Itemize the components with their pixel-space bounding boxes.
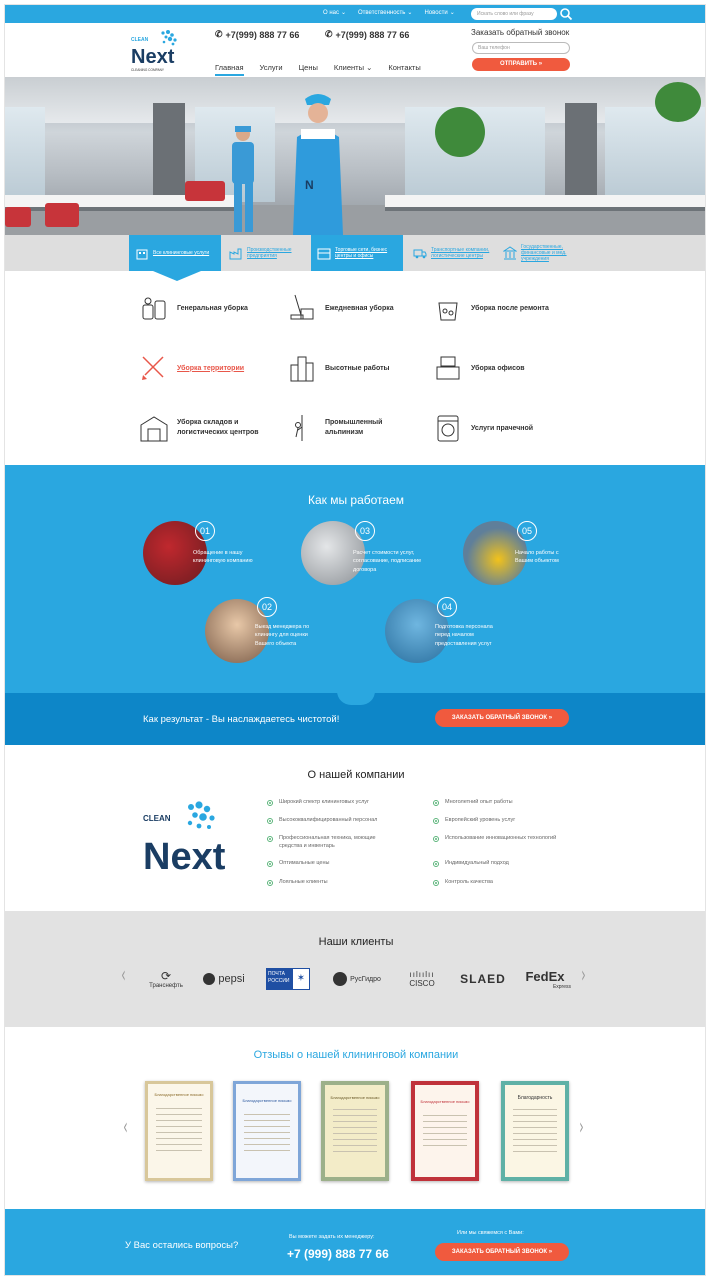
footer-or-text: Или мы свяжемся с Вами: — [457, 1230, 524, 1236]
top-nav-label: Ответственность — [358, 9, 406, 16]
client-name: SLAED — [460, 972, 506, 986]
letter-heading: Благодарственное письмо — [420, 1099, 470, 1104]
phone-icon: ✆ — [325, 29, 333, 39]
review-letter[interactable] — [411, 1081, 479, 1181]
phone-text: +7(999) 888 77 66 — [335, 29, 410, 40]
feature-item — [433, 799, 573, 807]
feature-item — [267, 860, 407, 868]
client-logo-fedex — [519, 966, 571, 992]
cleaning-supplies-icon — [139, 293, 169, 323]
result-callback-button[interactable]: ЗАКАЗАТЬ ОБРАТНЫЙ ЗВОНОК » — [435, 709, 569, 727]
client-logo-slaed — [455, 966, 511, 992]
letter-heading: Благодарственное письмо — [154, 1092, 204, 1097]
about-title: О нашей компании — [307, 769, 405, 781]
callback-phone-input[interactable]: Ваш телефон — [472, 42, 570, 54]
client-logo-pochta — [263, 966, 313, 992]
washing-machine-icon — [433, 413, 463, 443]
service-general-cleaning[interactable] — [139, 293, 269, 323]
check-dot-icon — [267, 861, 273, 867]
client-sub: Express — [552, 983, 571, 990]
client-name: ПОЧТА РОССИИ — [266, 968, 292, 990]
service-post-renovation[interactable] — [433, 293, 573, 323]
review-letter[interactable] — [501, 1081, 569, 1181]
client-logo-pepsi — [197, 966, 251, 992]
footer-question: У Вас остались вопросы? — [125, 1240, 239, 1251]
about-logo-clean: CLEAN — [143, 814, 171, 823]
review-letter[interactable] — [233, 1081, 301, 1181]
step-number: 02 — [257, 597, 277, 617]
result-notch — [337, 691, 375, 705]
top-bar — [5, 5, 706, 23]
nav-prices[interactable]: Цены — [298, 63, 318, 72]
service-label: Услуги прачечной — [471, 424, 534, 432]
service-daily-cleaning[interactable] — [287, 293, 417, 323]
reviews-title: Отзывы о нашей клининговой компании — [253, 1049, 459, 1061]
factory-icon — [229, 246, 243, 260]
service-territory-cleaning[interactable] — [139, 353, 269, 383]
client-name: pepsi — [218, 973, 245, 985]
step-number: 04 — [437, 597, 457, 617]
footer-callback-button[interactable]: ЗАКАЗАТЬ ОБРАТНЫЙ ЗВОНОК » — [435, 1243, 569, 1261]
check-dot-icon — [433, 836, 439, 842]
logo-next-word: Next — [131, 46, 175, 68]
top-nav-news[interactable] — [424, 9, 454, 16]
about-logo — [141, 801, 247, 877]
check-dot-icon — [267, 818, 273, 824]
logo[interactable] — [129, 29, 189, 75]
feature-item — [433, 835, 557, 843]
chevron-down-icon: ⌄ — [340, 10, 347, 16]
check-dot-icon — [267, 800, 273, 806]
hero-chair — [5, 207, 31, 227]
nav-contacts[interactable]: Контакты — [388, 63, 421, 72]
category-all[interactable] — [129, 235, 221, 271]
hero-banner — [5, 77, 706, 235]
footer-manager-text: Вы можете задать их менеджеру: — [289, 1234, 375, 1240]
category-retail[interactable] — [311, 235, 403, 271]
clients-next-arrow[interactable]: › — [581, 963, 586, 988]
about-logo-next: Next — [143, 836, 226, 877]
top-nav — [323, 9, 455, 16]
feature-text: Индивидуальный подход — [445, 860, 509, 866]
phone-icon: ✆ — [215, 29, 223, 39]
search-input[interactable]: Искать слово или фразу — [471, 8, 557, 20]
check-dot-icon — [433, 880, 439, 886]
category-label: Производственные предприятия — [247, 247, 292, 259]
chevron-down-icon: ⌄ — [366, 63, 373, 72]
service-industrial-climbing[interactable] — [287, 413, 417, 443]
top-nav-label: О нас — [323, 9, 339, 16]
letter-heading: Благодарственное письмо — [330, 1095, 380, 1100]
logo-clean-word: CLEAN — [131, 37, 149, 43]
clients-title: Наши клиенты — [318, 936, 394, 948]
service-high-rise[interactable] — [287, 353, 417, 383]
review-letter[interactable] — [321, 1081, 389, 1181]
footer-cta — [5, 1209, 706, 1276]
client-logo-rushydro — [327, 966, 387, 992]
feature-item — [267, 817, 407, 825]
page — [4, 4, 706, 1276]
truck-icon — [413, 246, 427, 260]
hero-worker-man — [223, 122, 263, 235]
step-text: Обращение в нашу клининговую компанию — [193, 550, 253, 565]
search-icon[interactable] — [559, 7, 573, 21]
climber-icon — [287, 413, 317, 443]
step-text: Выезд менеджера по клинингу для оценки Вашего объекта — [255, 624, 310, 647]
feature-text: Европейский уровень услуг — [445, 817, 516, 823]
feature-text: Широкий спектр клининговых услуг — [279, 799, 370, 805]
service-label: Уборка складов и логистических центров — [177, 419, 259, 436]
feature-text: Высококвалифицированный персонал — [279, 817, 378, 823]
service-label: Уборка территории — [177, 364, 245, 372]
client-name: FedEx — [525, 968, 565, 984]
hero-desk — [385, 195, 706, 211]
how-we-work-title: Как мы работаем — [307, 493, 405, 507]
check-dot-icon — [433, 861, 439, 867]
nav-home[interactable]: Главная — [215, 63, 244, 72]
reviews-prev-arrow[interactable]: ‹ — [123, 1115, 128, 1140]
letter-heading: Благодарственное письмо — [242, 1098, 292, 1103]
check-dot-icon — [267, 880, 273, 886]
service-label: Промышленный альпинизм — [325, 419, 383, 436]
footer-phone[interactable]: +7 (999) 888 77 66 — [287, 1247, 389, 1261]
cisco-bars-icon: ıılıılıı — [409, 970, 435, 979]
check-dot-icon — [267, 836, 273, 842]
category-strip — [5, 235, 706, 271]
feature-item — [433, 879, 573, 887]
hero-plant — [655, 82, 701, 122]
category-label: Все клининговые услуги — [153, 250, 210, 256]
feature-text: Оптимальные цены — [279, 860, 330, 866]
service-label: Уборка офисов — [471, 364, 525, 372]
service-office-cleaning[interactable] — [433, 353, 573, 383]
service-warehouse[interactable] — [139, 413, 279, 443]
client-logo-cisco — [399, 966, 445, 992]
check-dot-icon — [433, 818, 439, 824]
feature-item — [267, 799, 407, 807]
svg-text:N: N — [305, 178, 314, 192]
shovel-rake-icon — [139, 353, 169, 383]
nav-label: Клиенты — [333, 63, 364, 72]
clients-section — [5, 911, 706, 1027]
rushydro-logo-icon — [333, 972, 347, 986]
hero-ceiling — [5, 77, 706, 123]
transneft-logo-icon: ⟳ — [160, 969, 172, 983]
step-number: 01 — [195, 521, 215, 541]
feature-text: Контроль качества — [445, 879, 493, 885]
top-nav-label: Новости — [424, 9, 448, 16]
reviews-next-arrow[interactable]: › — [579, 1115, 584, 1140]
step-number: 05 — [517, 521, 537, 541]
how-we-work-section — [5, 465, 706, 693]
feature-item — [433, 817, 573, 825]
feature-text: Профессиональная техника, моющие средства и инвентарь — [279, 835, 376, 849]
feature-text: Использование инновационных технологий — [445, 835, 557, 841]
letter-heading: Благодарность — [517, 1095, 553, 1101]
category-label: Торговые сети, бизнес центры и офисы — [335, 247, 388, 259]
callback-title: Заказать обратный звонок — [471, 28, 570, 37]
skyscraper-icon — [287, 353, 317, 383]
building-icon — [135, 246, 149, 260]
header-phone-2[interactable] — [325, 29, 409, 40]
service-label: Уборка после ремонта — [471, 304, 549, 312]
review-letter[interactable] — [145, 1081, 213, 1181]
service-label: Ежедневная уборка — [325, 304, 394, 312]
check-dot-icon — [433, 800, 439, 806]
nav-services[interactable]: Услуги — [259, 63, 283, 72]
mop-bucket-icon — [287, 293, 317, 323]
category-transport[interactable] — [407, 235, 497, 271]
top-nav-responsibility[interactable] — [358, 9, 412, 16]
clients-prev-arrow[interactable]: ‹ — [121, 963, 126, 988]
feature-text: Лояльные клиенты — [279, 879, 328, 885]
step-text: Расчет стоимости услуг, согласование, подписание договора — [353, 550, 422, 573]
hero-chair — [185, 181, 225, 201]
paint-bucket-icon — [433, 293, 463, 323]
category-label: Государственные, финансовые и мед. учреждения — [521, 244, 567, 262]
office-icon — [317, 246, 331, 260]
logo-tagline: CLEANING COMPANY — [131, 68, 165, 72]
result-text: Как результат - Вы наслаждаетесь чистотой! — [143, 714, 340, 725]
feature-item — [267, 835, 399, 851]
hero-worker-woman — [283, 89, 353, 235]
feature-text: Многолетний опыт работы — [445, 799, 513, 805]
chevron-down-icon: ⌄ — [407, 10, 413, 16]
feature-item — [433, 860, 573, 868]
category-active-pointer — [153, 271, 201, 281]
nav-clients[interactable] — [334, 63, 372, 72]
eagle-emblem-icon: ✶ — [292, 968, 310, 990]
callback-submit-button[interactable]: ОТПРАВИТЬ » — [472, 58, 570, 71]
service-laundry[interactable] — [433, 413, 573, 443]
chevron-down-icon: ⌄ — [449, 10, 455, 16]
warehouse-icon — [139, 413, 169, 443]
client-name: РусГидро — [350, 975, 381, 983]
feature-item — [267, 879, 407, 887]
client-name: Транснефть — [149, 983, 183, 989]
step-text: Начало работы с Вашим объектом — [515, 550, 559, 565]
result-banner — [5, 693, 706, 745]
header-phone-1[interactable] — [215, 29, 299, 40]
service-label: Высотные работы — [325, 364, 390, 372]
office-desk-icon — [433, 353, 463, 383]
step-text: Подготовка персонала перед началом предоставления услуг — [435, 624, 493, 647]
top-nav-about[interactable] — [323, 9, 346, 16]
pepsi-logo-icon — [203, 973, 215, 985]
hero-chair — [45, 203, 79, 227]
hero-window — [5, 107, 45, 202]
hero-plant — [435, 107, 485, 157]
phone-text: +7(999) 888 77 66 — [225, 29, 300, 40]
step-number: 03 — [355, 521, 375, 541]
category-industrial[interactable] — [223, 235, 313, 271]
client-logo-transneft — [139, 966, 193, 992]
main-nav — [215, 63, 421, 72]
hero-window — [605, 107, 706, 202]
institution-icon — [503, 246, 517, 260]
category-government[interactable] — [497, 235, 597, 271]
category-label: Транспортные компании, логистические центры — [431, 247, 490, 259]
service-label: Генеральная уборка — [177, 304, 248, 312]
client-name: CISCO — [409, 979, 435, 988]
